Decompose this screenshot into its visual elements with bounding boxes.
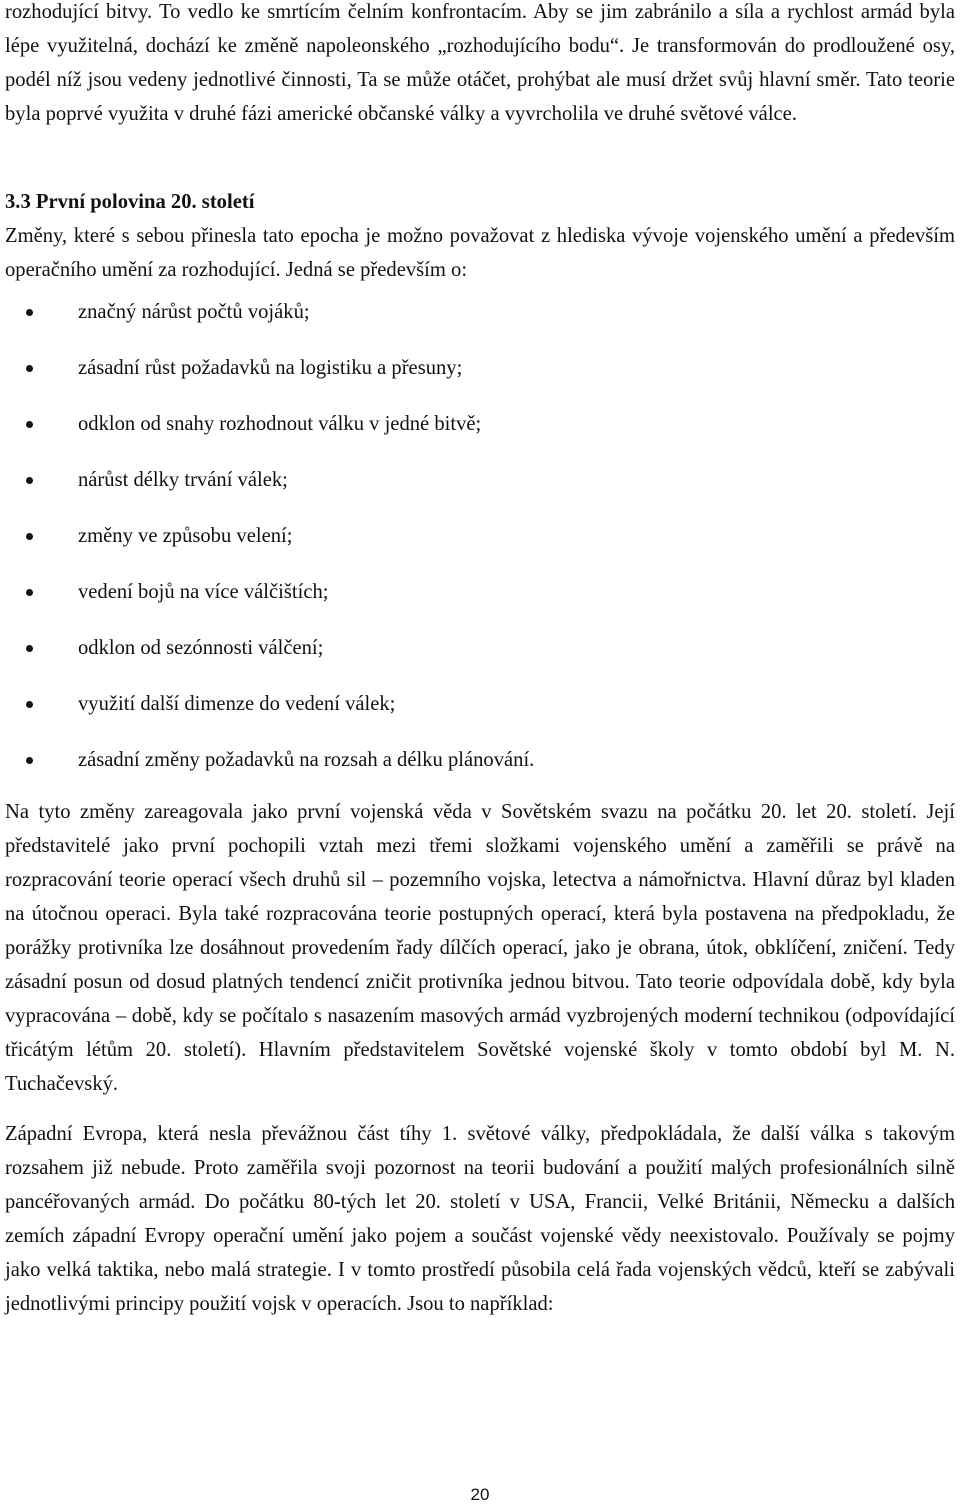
- body-paragraph: rozhodující bitvy. To vedlo ke smrtícím čelním konfrontacím. Aby se jim zabránilo a síla a rychlost armád byla lépe využitelná, dochází ke změně napoleonského „rozhodujícího bodu“. Je transformován do prodloužené osy, podél níž jsou vedeny jednotlivé činnosti, Ta se může otáčet, prohýbat ale musí držet svůj hlavní směr. Tato teorie byla poprvé využita v druhé fázi americké občanské války a vyvrcholila ve druhé světové válce.: [5, 1, 955, 125]
- document-page: [5, 0, 955, 1321]
- bullet-icon: [26, 701, 33, 708]
- bullet-list: [5, 295, 955, 799]
- list-item: [5, 463, 955, 519]
- list-item-text: využití další dimenze do vedení válek;: [78, 693, 396, 715]
- list-item-text: odklon od snahy rozhodnout válku v jedné bitvě;: [78, 413, 482, 435]
- list-item-text: vedení bojů na více válčištích;: [78, 581, 329, 603]
- list-item: [5, 631, 955, 687]
- bullet-icon: [26, 645, 33, 652]
- section-heading: 3.3 První polovina 20. století: [5, 191, 255, 213]
- bullet-icon: [26, 421, 33, 428]
- list-item: [5, 519, 955, 575]
- list-item-text: změny ve způsobu velení;: [78, 525, 293, 547]
- list-item-text: odklon od sezónnosti válčení;: [78, 637, 324, 659]
- list-item: [5, 743, 955, 799]
- bullet-icon: [26, 589, 33, 596]
- bullet-icon: [26, 477, 33, 484]
- list-item: [5, 575, 955, 631]
- list-item: [5, 687, 955, 743]
- list-item: [5, 351, 955, 407]
- bullet-icon: [26, 757, 33, 764]
- body-paragraph-west: Západní Evropa, která nesla převážnou část tíhy 1. světové války, předpokládala, že další válka s takovým rozsahem již nebude. Proto zaměřila svoji pozornost na teorii budování a použití malých profesionálních silně pancéřovaných armád. Do počátku 80-tých let 20. století v USA, Francii, Velké Británii, Německu a dalších zemích západní Evropy operační umění jako pojem a součást vojenské vědy neexistovalo. Používaly se pojmy jako velká taktika, nebo malá strategie. I v tomto prostředí působila celá řada vojenských vědců, kteří se zabývali jednotlivými principy použití vojsk v operacích. Jsou to například:: [5, 1123, 955, 1315]
- bullet-icon: [26, 309, 33, 316]
- list-item-text: zásadní růst požadavků na logistiku a přesuny;: [78, 357, 463, 379]
- bullet-icon: [26, 533, 33, 540]
- list-item-text: zásadní změny požadavků na rozsah a délku plánování.: [78, 749, 535, 771]
- bullet-icon: [26, 365, 33, 372]
- list-item: [5, 407, 955, 463]
- body-paragraph-soviet: Na tyto změny zareagovala jako první vojenská věda v Sovětském svazu na počátku 20. let 20. století. Její představitelé jako první pochopili vztah mezi třemi složkami vojenského umění a zaměřili se právě na rozpracování teorie operací všech druhů sil – pozemního vojska, letectva a námořnictva. Hlavní důraz byl kladen na útočnou operaci. Byla také rozpracována teorie postupných operací, která byla postavena na předpokladu, že porážky protivníka lze dosáhnout provedením řady dílčích operací, jako je obrana, útok, obklíčení, zničení. Tedy zásadní posun od dosud platných tendencí zničit protivníka jednou bitvou. Tato teorie odpovídala době, kdy byla vypracována – době, kdy se počítalo s nasazením masových armád vyzbrojených moderní technikou (odpovídající třicátým létům 20. století). Hlavním představitelem Sovětské vojenské školy v tomto období byl M. N. Tuchačevský.: [5, 801, 955, 1095]
- list-item: [5, 295, 955, 351]
- list-item-text: značný nárůst počtů vojáků;: [78, 301, 310, 323]
- list-item-text: nárůst délky trvání válek;: [78, 469, 288, 491]
- page-number: 20: [470, 1485, 490, 1504]
- section-intro-paragraph: Změny, které s sebou přinesla tato epocha je možno považovat z hlediska vývoje vojenského umění a především operačního umění za rozhodující. Jedná se především o:: [5, 225, 955, 281]
